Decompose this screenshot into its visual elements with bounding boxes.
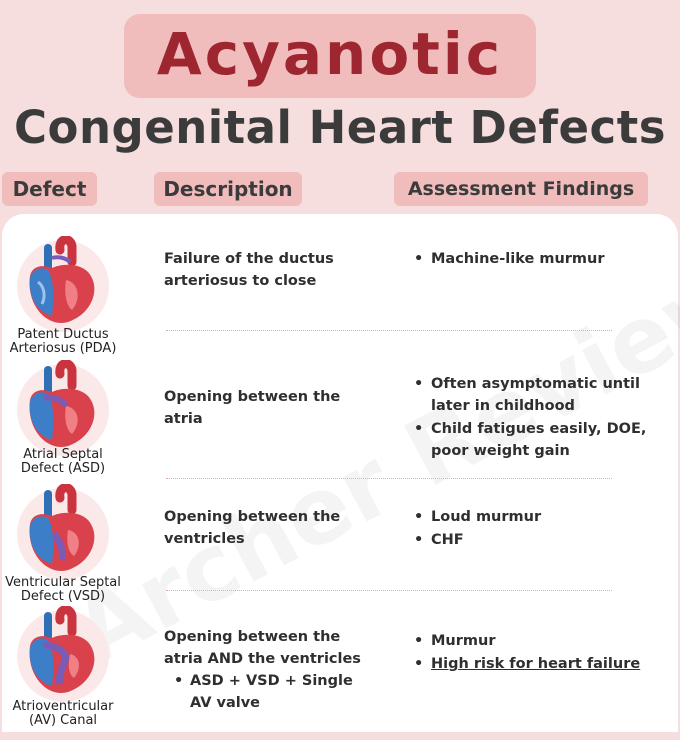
defect-name: Patent Ductus Arteriosus (PDA)	[9, 327, 117, 356]
heart-av-canal-icon	[8, 606, 118, 706]
finding-item: • CHF	[414, 529, 664, 551]
row-separator	[166, 330, 612, 331]
assessment-findings	[414, 506, 664, 552]
finding-item: • Murmur	[414, 630, 664, 652]
assessment-findings	[414, 373, 664, 463]
finding-item: • Machine-like murmur	[414, 248, 664, 270]
heart-asd-icon	[8, 360, 118, 460]
bottom-band	[0, 732, 680, 740]
defect-description	[164, 626, 374, 714]
description-sub-points	[174, 670, 374, 714]
defect-description: Opening between the ventricles	[164, 509, 341, 547]
heart-vsd-icon	[8, 484, 118, 584]
defect-name: Ventricular Septal Defect (VSD)	[5, 575, 121, 604]
assessment-findings	[414, 630, 664, 676]
finding-item: • Often asymptomatic until later in childhood	[414, 373, 664, 417]
column-header-defect: Defect	[2, 172, 97, 206]
column-header-assessment: Assessment Findings	[394, 172, 648, 206]
finding-item: • Loud murmur	[414, 506, 664, 528]
row-separator	[166, 478, 612, 479]
assessment-findings	[414, 248, 664, 271]
finding-item: • Child fatigues easily, DOE, poor weight gain	[414, 418, 664, 462]
column-header-description: Description	[154, 172, 302, 206]
finding-item: • High risk for heart failure	[414, 653, 664, 675]
page-title: Acyanotic	[156, 20, 504, 88]
description-text: Opening between the atria AND the ventricles	[164, 629, 361, 667]
page-subtitle: Congenital Heart Defects	[14, 101, 666, 154]
heart-pda-icon	[8, 236, 118, 336]
defect-description: Failure of the ductus arteriosus to close	[164, 251, 334, 289]
defect-name: Atrial Septal Defect (ASD)	[20, 447, 106, 476]
defect-name: Atrioventricular (AV) Canal	[12, 699, 114, 728]
defect-description: Opening between the atria	[164, 389, 341, 427]
sub-point-item: • ASD + VSD + Single AV valve	[174, 670, 374, 714]
row-separator	[166, 590, 612, 591]
